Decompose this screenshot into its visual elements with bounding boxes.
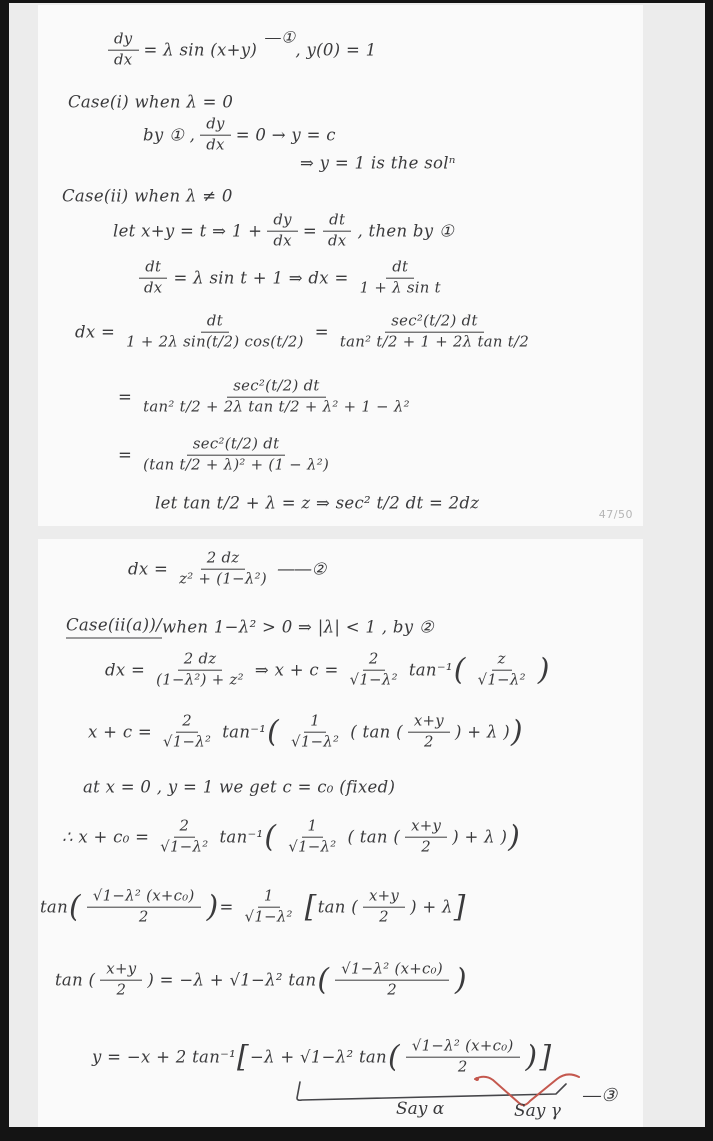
initial-condition: at x = 0 , y = 1 we get c = c₀ (fixed)	[83, 777, 396, 797]
equation-1: $\frac{dy}{dx}$ = λ sin (x+y) ―① , y(0) = 1	[103, 31, 376, 70]
notes-page-2	[38, 539, 643, 1127]
brace-label-gamma: Say γ	[514, 1101, 561, 1121]
solution-with-c0: ∴ x + c₀ = $\frac{2}{\text{√1−λ²}}$ tan⁻¹ ( $\frac{1}{\text{√1−λ²}}$ ( tan ( $\frac{x+y}{2}$ ) + λ ) )	[62, 816, 521, 856]
integration-step: dx = $\frac{2 dz}{\text{(1−λ²) + z²}}$ ⇒ x + c = $\frac{2}{\text{√1−λ²}}$ tan⁻¹ ( $\frac{z}{\text{√1−λ²}}$ )	[105, 649, 550, 689]
substitution-step: let x+y = t ⇒ 1 + $\frac{dy}{dx}$ = $\frac{dt}{dx}$ , then by ①	[113, 210, 455, 250]
regroup-step: = $\frac{\text{sec²(t/2) dt}}{\text{tan² t/2 + 2λ tan t/2 + λ² + 1 − λ²}}$	[118, 376, 410, 416]
equation-3-ref: ―③	[583, 1085, 618, 1106]
z-substitution: let tan t/2 + λ = z ⇒ sec² t/2 dt = 2dz	[155, 493, 480, 513]
final-solution: y = −x + 2 tan⁻¹ [ −λ + √1−λ² tan ( $\frac{\text{√1−λ² (x+c₀)}}{2}$ ) ]	[92, 1036, 552, 1076]
case-i-solution: ⇒ y = 1 is the solⁿ	[300, 153, 456, 173]
complete-square-step: = $\frac{\text{sec²(t/2) dt}}{\text{(tan t/2 + λ)² + (1 − λ²)}}$	[118, 434, 330, 474]
dt-dx-step: $\frac{dt}{dx}$ = λ sin t + 1 ⇒ dx = $\frac{dt}{\text{1 + λ sin t}}$	[133, 259, 452, 298]
half-angle-step: dx = $\frac{dt}{\text{1 + 2λ sin(t/2) cos(t/2)}}$ = $\frac{\text{sec²(t/2) dt}}{\text{tan² t/2 + 1 + 2λ tan t/2}}$	[75, 311, 530, 351]
page-indicator: 47/50	[598, 508, 633, 521]
case-i-header: Case(i) when λ = 0	[68, 92, 234, 112]
case-i-step: by ① , $\frac{dy}{dx}$ = 0 → y = c	[143, 114, 336, 154]
notes-page-1	[38, 5, 643, 526]
back-substitution: x + c = $\frac{2}{\text{√1−λ²}}$ tan⁻¹ ( $\frac{1}{\text{√1−λ²}}$ ( tan ( $\frac{x+y}{2}$ ) + λ ) )	[88, 711, 523, 751]
tan-both-sides: tan ( $\frac{\text{√1−λ² (x+c₀)}}{2}$ ) = $\frac{1}{\text{√1−λ²}}$ [ tan ( $\frac{x+y}{2}$ ) + λ ]	[40, 886, 466, 926]
case-ii-a-header: Case(ii(a))/ when 1−λ² > 0 ⇒ |λ| < 1 , by ②	[66, 615, 434, 637]
equation-2: dx = $\frac{2 dz}{\text{z² + (1−λ²)}}$ ――②	[128, 548, 327, 588]
viewer-canvas	[9, 3, 705, 1127]
isolate-tan: tan ( $\frac{x+y}{2}$ ) = −λ + √1−λ² tan ( $\frac{\text{√1−λ² (x+c₀)}}{2}$ )	[55, 959, 467, 999]
case-ii-header: Case(ii) when λ ≠ 0	[62, 186, 233, 206]
brace-label-alpha: Say α	[396, 1099, 445, 1119]
